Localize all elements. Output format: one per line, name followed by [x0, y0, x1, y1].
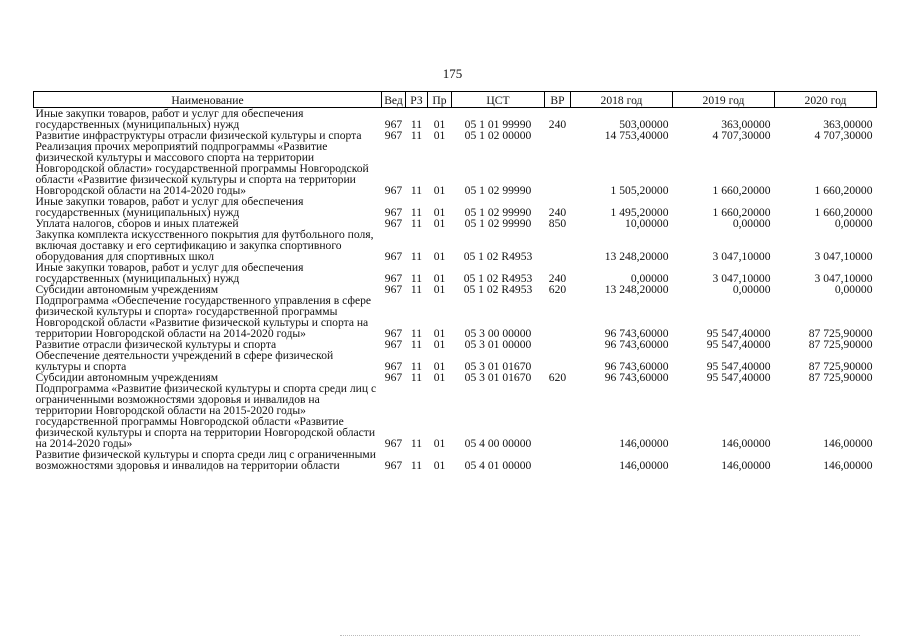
cell-y2019: 95 547,40000 [706, 360, 771, 373]
cell-vr [545, 449, 571, 471]
cell-cst: 05 1 02 99990 [464, 206, 532, 219]
cell-name: Развитие физической культуры и спорта среди лиц с ограниченными возможностями здоровья и инвалидов на территории области [35, 448, 376, 472]
cell-ved: 967 [384, 206, 403, 219]
cell-rz: 11 [410, 371, 423, 384]
cell-ved: 967 [384, 338, 403, 351]
cell-y2020: 146,00000 [823, 459, 873, 472]
cell-vr: 620 [548, 283, 567, 296]
column-header-vr: ВР [545, 92, 571, 108]
cell-vr: 240 [548, 272, 567, 285]
cell-name: Субсидии автономным учреждениям [35, 371, 219, 384]
cell-y2020: 0,00000 [834, 283, 873, 296]
cell-y2018: 146,00000 [619, 459, 669, 472]
cell-vr: 240 [548, 118, 567, 131]
cell-cst: 05 1 01 99990 [464, 118, 532, 131]
column-header-2019: 2019 год [673, 92, 775, 108]
cell-pr: 01 [433, 437, 446, 450]
cell-rz: 11 [410, 118, 423, 131]
cell-name: Иные закупки товаров, работ и услуг для обеспечения государственных (муниципальных) нужд [35, 195, 304, 219]
cell-y2020: 146,00000 [823, 437, 873, 450]
cell-ved: 967 [384, 250, 403, 263]
cell-name: Обеспечение деятельности учреждений в сфере физической культуры и спорта [35, 349, 334, 373]
cell-cst: 05 3 01 01670 [464, 371, 532, 384]
cell-ved: 967 [384, 272, 403, 285]
cell-y2020: 3 047,10000 [814, 272, 873, 285]
cell-vr [545, 383, 571, 449]
cell-vr [545, 141, 571, 196]
cell-y2020: 363,00000 [823, 118, 873, 131]
cell-ved: 967 [384, 437, 403, 450]
cell-vr [545, 295, 571, 339]
cell-y2019: 1 660,20000 [712, 184, 771, 197]
cell-pr: 01 [433, 118, 446, 131]
table-row [34, 262, 877, 284]
cell-ved: 967 [384, 371, 403, 384]
cell-y2018: 503,00000 [619, 118, 669, 131]
cell-cst: 05 3 00 00000 [464, 327, 532, 340]
cell-y2020: 87 725,90000 [808, 338, 873, 351]
cell-vr [545, 339, 571, 350]
cell-y2019: 3 047,10000 [712, 272, 771, 285]
cell-name: Закупка комплекта искусственного покрытия для футбольного поля, включая доставку и его сертификацию и закупка спортивного оборудования для спортивных школ [35, 228, 374, 263]
column-header-pr: Пр [428, 92, 452, 108]
scan-artifact [340, 635, 860, 638]
cell-vr [545, 130, 571, 141]
cell-name: Субсидии автономным учреждениям [35, 283, 219, 296]
cell-rz: 11 [410, 272, 423, 285]
cell-y2019: 95 547,40000 [706, 371, 771, 384]
cell-y2018: 96 743,60000 [604, 360, 669, 373]
column-header-cst: ЦСТ [452, 92, 545, 108]
column-header-ved: Вед [382, 92, 406, 108]
cell-y2018: 96 743,60000 [604, 327, 669, 340]
cell-cst: 05 1 02 00000 [464, 129, 532, 142]
cell-rz: 11 [410, 459, 423, 472]
cell-name: Иные закупки товаров, работ и услуг для обеспечения государственных (муниципальных) нужд [35, 107, 304, 131]
cell-y2020: 4 707,30000 [814, 129, 873, 142]
column-header-name: Наименование [34, 92, 382, 108]
cell-name: Уплата налогов, сборов и иных платежей [35, 217, 239, 230]
cell-cst: 05 1 02 R4953 [463, 250, 533, 263]
cell-rz: 11 [410, 129, 423, 142]
cell-name: Подпрограмма «Обеспечение государственного управления в сфере физической культуры и спорта» государственной программы Новгородской области «Развитие физической культуры и спорта на территории Новгородской области на 2014-2020 годы» [35, 294, 372, 340]
cell-rz: 11 [410, 437, 423, 450]
cell-y2018: 1 495,20000 [610, 206, 669, 219]
cell-y2018: 96 743,60000 [604, 338, 669, 351]
table-row [34, 350, 877, 372]
table-row [34, 196, 877, 218]
cell-y2019: 95 547,40000 [706, 327, 771, 340]
cell-y2019: 1 660,20000 [712, 206, 771, 219]
cell-vr: 620 [548, 371, 567, 384]
cell-ved: 967 [384, 118, 403, 131]
cell-name: Подпрограмма «Развитие физической культуры и спорта среди лиц с ограниченными возможностями здоровья и инвалидов на территории Новгородской области на 2015-2020 годы» государственной программы Новгородской области «Развитие физической культуры и спорта на территории Новгородской области на 2014-2020 годы» [35, 382, 377, 450]
cell-y2020: 1 660,20000 [814, 184, 873, 197]
cell-pr: 01 [433, 371, 446, 384]
cell-y2019: 146,00000 [721, 437, 771, 450]
cell-rz: 11 [410, 217, 423, 230]
cell-rz: 11 [410, 338, 423, 351]
cell-ved: 967 [384, 217, 403, 230]
table-row [34, 141, 877, 196]
cell-y2019: 3 047,10000 [712, 250, 771, 263]
cell-y2019: 4 707,30000 [712, 129, 771, 142]
table-row [34, 383, 877, 449]
cell-rz: 11 [410, 327, 423, 340]
cell-pr: 01 [433, 327, 446, 340]
cell-vr: 850 [548, 217, 567, 230]
table-row [34, 108, 877, 131]
cell-y2019: 0,00000 [732, 283, 771, 296]
cell-y2020: 0,00000 [834, 217, 873, 230]
cell-ved: 967 [384, 283, 403, 296]
cell-pr: 01 [433, 184, 446, 197]
budget-table [33, 91, 877, 471]
cell-y2020: 87 725,90000 [808, 327, 873, 340]
cell-y2019: 95 547,40000 [706, 338, 771, 351]
cell-name: Иные закупки товаров, работ и услуг для обеспечения государственных (муниципальных) нужд [35, 261, 304, 285]
cell-cst: 05 1 02 99990 [464, 184, 532, 197]
cell-pr: 01 [433, 360, 446, 373]
cell-cst: 05 1 02 R4953 [463, 283, 533, 296]
cell-y2018: 0,00000 [630, 272, 669, 285]
cell-ved: 967 [384, 184, 403, 197]
column-header-2018: 2018 год [571, 92, 673, 108]
cell-rz: 11 [410, 360, 423, 373]
cell-y2018: 13 248,20000 [604, 283, 669, 296]
table-row [34, 229, 877, 262]
cell-pr: 01 [433, 338, 446, 351]
cell-y2018: 1 505,20000 [610, 184, 669, 197]
column-header-rz: РЗ [406, 92, 428, 108]
cell-y2020: 87 725,90000 [808, 360, 873, 373]
cell-pr: 01 [433, 129, 446, 142]
column-header-2020: 2020 год [775, 92, 877, 108]
cell-y2018: 96 743,60000 [604, 371, 669, 384]
cell-y2020: 3 047,10000 [814, 250, 873, 263]
cell-y2019: 146,00000 [721, 459, 771, 472]
cell-y2018: 146,00000 [619, 437, 669, 450]
table-header-row [34, 92, 877, 108]
cell-ved: 967 [384, 360, 403, 373]
cell-name: Развитие инфраструктуры отрасли физической культуры и спорта [35, 129, 362, 142]
cell-ved: 967 [384, 459, 403, 472]
cell-name: Реализация прочих мероприятий подпрограммы «Развитие физической культуры и массового спорта на территории Новгородской области» государственной программы Новгородской области «Развитие физической культуры и спорта на территории Новгородской области на 2014-2020 годы» [35, 140, 369, 197]
cell-cst: 05 3 01 00000 [464, 338, 532, 351]
cell-pr: 01 [433, 206, 446, 219]
cell-y2018: 10,00000 [625, 217, 669, 230]
cell-cst: 05 1 02 99990 [464, 217, 532, 230]
table-row [34, 449, 877, 471]
cell-cst: 05 1 02 R4953 [463, 272, 533, 285]
cell-y2020: 87 725,90000 [808, 371, 873, 384]
cell-y2020: 1 660,20000 [814, 206, 873, 219]
cell-cst: 05 4 01 00000 [464, 459, 532, 472]
cell-ved: 967 [384, 327, 403, 340]
cell-y2019: 363,00000 [721, 118, 771, 131]
cell-ved: 967 [384, 129, 403, 142]
cell-pr: 01 [433, 272, 446, 285]
cell-pr: 01 [433, 283, 446, 296]
cell-rz: 11 [410, 184, 423, 197]
cell-cst: 05 3 01 01670 [464, 360, 532, 373]
cell-vr [545, 229, 571, 262]
cell-vr [545, 350, 571, 372]
cell-rz: 11 [410, 283, 423, 296]
table-row [34, 295, 877, 339]
cell-y2018: 14 753,40000 [604, 129, 669, 142]
cell-pr: 01 [433, 217, 446, 230]
cell-pr: 01 [433, 250, 446, 263]
cell-y2018: 13 248,20000 [604, 250, 669, 263]
cell-rz: 11 [410, 206, 423, 219]
cell-pr: 01 [433, 459, 446, 472]
cell-cst: 05 4 00 00000 [464, 437, 532, 450]
cell-name: Развитие отрасли физической культуры и спорта [35, 338, 277, 351]
cell-rz: 11 [410, 250, 423, 263]
cell-y2019: 0,00000 [732, 217, 771, 230]
cell-vr: 240 [548, 206, 567, 219]
page-number: 175 [442, 66, 463, 81]
